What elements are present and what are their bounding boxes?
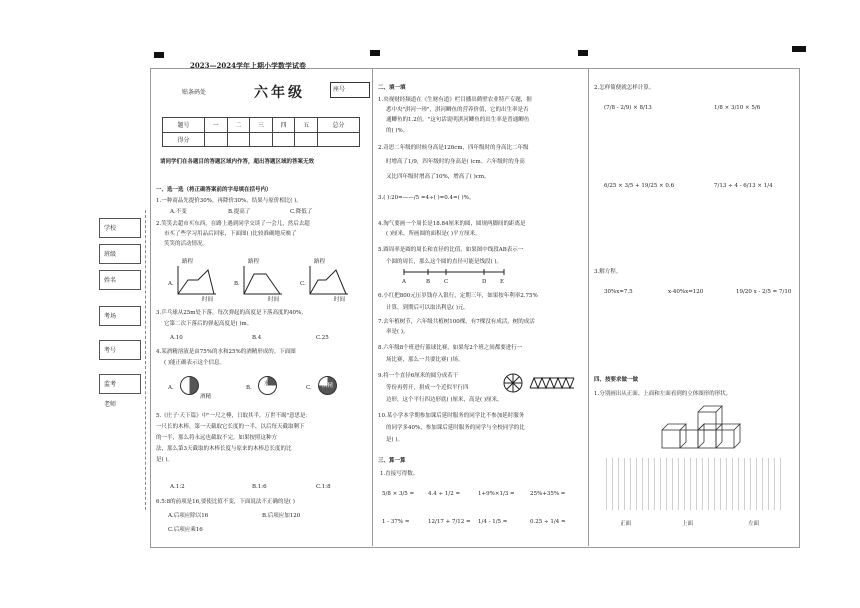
q5-text: 是( )。 [156, 457, 174, 463]
view-label-left: 左面 [748, 521, 760, 527]
section2-line: 率是( )。 [386, 329, 409, 335]
section2-line: 4.淘气要画一个周长是18.84厘米的圆，圆规两脚间的距离是 [378, 221, 526, 227]
q2-graph-a-lines [176, 266, 218, 296]
calc-item[interactable]: 1+9%×1/3 = [478, 491, 515, 497]
q2-text: 笑笑的活动情况。 [164, 241, 209, 247]
section2-line: 时增高了1/9，四年级时的身高是( )cm。六年级时的身高 [386, 159, 525, 165]
column-divider [588, 68, 589, 546]
equation-item[interactable]: x-40%x=120 [668, 289, 704, 295]
q5-line-segment-figure [400, 266, 510, 286]
segment-label-d: D [482, 279, 487, 285]
q2-text: 2.笑笑去超市买东西，在路上遇到同学交谈了一会儿，然后去超 [156, 221, 310, 227]
q4-pie-c-label: 酒精 [322, 383, 334, 389]
q2-graph-c[interactable]: C. 路程 时间 [300, 262, 350, 302]
q6-option-a[interactable]: A.后项应除以16 [168, 513, 209, 519]
section2-line: 5.圆周率是圆的周长和直径的比值，如果图中线段AB表示一 [378, 247, 524, 253]
section2-line: 10.某小学本学期参加课后延时服务的同学比不参加延时服务 [378, 413, 525, 419]
q5-option-b[interactable]: B.1:6 [252, 484, 267, 490]
side-field-number[interactable]: 考号 [99, 340, 141, 360]
side-field-room[interactable]: 考场 [99, 306, 141, 326]
q5-option-a[interactable]: A.1:2 [170, 484, 185, 490]
section4-title: 四、按要求做一做 [594, 377, 639, 383]
q3-text: 它第二次下落后的弹起高度是( )m。 [164, 321, 253, 327]
section2-line: 又比四年级时增高了10%，增高了( )cm。 [386, 174, 490, 180]
calc-item[interactable]: 25%+35% = [530, 491, 566, 497]
seat-label: 座号 [333, 86, 346, 93]
calc-item[interactable]: 1/4 - 1/5 = [478, 519, 508, 525]
section2-line: 6.小红把800元压岁钱存入银行，定期三年，如果按年利率2.75% [378, 293, 538, 299]
cube-stack-figure [656, 404, 764, 454]
simplify-title: 2.怎样简便就怎样计算。 [594, 85, 655, 91]
section2-line: ( )厘米，所画圆的面积是( )平方厘米。 [386, 231, 481, 237]
q5-text: 一尺长的木棒，第一天截取它长度的一半，以后每天截取剩下 [156, 424, 305, 430]
calc-item[interactable]: 1 - 37% = [382, 519, 410, 525]
q1-option-b[interactable]: B.提高了 [228, 209, 251, 215]
score-value-row: 得分 [163, 132, 360, 147]
section2-line: 1.央视财经频道在《生财有道》栏目播出鹤壁农业特产专题，据 [378, 97, 532, 103]
section2-line: 计算，到期后可以取出利息( )元。 [386, 305, 470, 311]
q6-option-b[interactable]: B.后项应加120 [262, 513, 301, 519]
equation-item[interactable]: 30%x=7.5 [604, 289, 633, 295]
q2-text: 市买了些学习用品后回家，下面图( )比较准确地反映了 [164, 231, 297, 237]
q1-option-a[interactable]: A.不变 [170, 209, 187, 215]
section2-line: 个圆的周长，那么这个圆的直径可能是线段( )。 [386, 259, 503, 265]
equation-title: 3.解方程。 [594, 269, 622, 275]
section3-sub1: 1.直接写得数。 [380, 471, 419, 477]
section1-title: 一、选一选（将正确答案前的字母填在括号内） [156, 187, 272, 193]
binding-line [145, 210, 146, 510]
registration-mark [792, 46, 806, 52]
section2-line: 2.奇思二年级的时候身高是126cm，四年级时的身高比二年级 [378, 145, 529, 151]
q9-circle-figure [502, 372, 578, 394]
q4-option-b[interactable]: B. [246, 385, 252, 391]
q1-text: 1.一种商品先提价30%，再降价30%，结果与原价相比( )。 [156, 198, 302, 204]
section2-line: 的同学多40%，参加课后延时服务的同学与全校同学的比 [386, 425, 525, 431]
q5-text: 5.《庄子·天下篇》中"一尺之棰，日取其半，万世不竭"意思是： [156, 413, 312, 419]
section2-title: 二、填一填 [378, 85, 406, 91]
exam-title: 2023—2024学年上期小学数学试卷 [190, 61, 306, 70]
registration-mark [154, 52, 164, 58]
q6-text: 6.5:8的前项是16,要使比值不变，下面说法不正确的是( ) [156, 499, 295, 505]
barcode-label: 贴条码处 [182, 89, 207, 96]
answer-area-notice: 请同学们在各题目的答题区域内作答，超出答题区域的答案无效 [160, 159, 315, 165]
section2-line: 边形，这个平行四边形底( )厘米，高是( )厘米。 [386, 397, 503, 403]
section2-line: 通鲫鱼的1.2倍。"这句话说明淇河鲫鱼的出生率是普通鲫鱼 [386, 117, 530, 123]
section2-line: 8.六年级8个班进行篮球比赛，如果每2个班之间都要进行一 [378, 345, 523, 351]
section3-title: 三、算一算 [378, 458, 406, 464]
q2-graph-b-lines [242, 266, 284, 296]
q4-text: 4.某酒精溶液是由75%的水和25%的酒精形成的。下面图 [156, 349, 296, 355]
segment-label-b: B [426, 279, 431, 285]
q2-graph-c-lines [308, 266, 350, 296]
section2-line: 的( )%。 [386, 128, 409, 134]
section2-line: 7.去年植树节，六年级共植树100棵，有7棵没有成活，树的成活 [378, 319, 535, 325]
score-table [162, 117, 360, 147]
equation-item[interactable]: 19/20 x - 2/5 = 7/10 [736, 289, 792, 295]
q2-graph-a[interactable]: A. 路程 时间 [168, 262, 218, 302]
segment-label-c: C [444, 279, 449, 285]
q4-pie-a-label: 酒精 [200, 394, 212, 400]
side-field-school[interactable]: 学校 [99, 218, 141, 238]
q3-text: 3.乒乓球从25m处下落，每次弹起的高度是下落高度的40%， [156, 310, 307, 316]
calc-item[interactable]: 4.4 ÷ 1/2 = [428, 491, 461, 497]
q5-text: 的一半，那么将永远也截取不完。如果按照这种方 [156, 435, 278, 441]
section2-line: 悉中央"淇河一珍"，淇河鲫鱼的营养价值，它的出生率是否 [386, 107, 529, 113]
section2-line: 等份再剪开，拼成一个近似平行四 [386, 385, 469, 391]
simplify-item[interactable]: 1/8 × 3/10 × 5/6 [714, 105, 761, 111]
section2-line: 9.将一个直径6厘米的圆分成若干 [378, 373, 459, 379]
section2-line: 是( )。 [386, 437, 404, 443]
column-divider [372, 68, 373, 546]
registration-mark [370, 50, 380, 56]
simplify-item[interactable]: (7/8 - 2/9) × 8/13 [604, 105, 652, 111]
registration-mark [578, 50, 588, 56]
side-field-proctor[interactable]: 监考老师 [99, 374, 141, 394]
seat-box[interactable] [330, 82, 370, 98]
q5-option-c[interactable]: C.1:8 [316, 484, 331, 490]
calc-item[interactable]: 12/17 + 7/12 = [428, 519, 471, 525]
section4-q1: 1.分别画出从正面、上面和左面看到的立体图形的形状。 [594, 391, 732, 397]
simplify-item[interactable]: 7/13 ÷ 4 - 6/13 × 1/4 [714, 183, 773, 189]
calc-item[interactable]: 5/8 × 3/5 = [382, 491, 415, 497]
q3-option-a[interactable]: A.10 [170, 335, 183, 341]
q4-pie-a[interactable] [180, 376, 199, 395]
segment-label-a: A [402, 279, 406, 285]
view-label-top: 上面 [682, 521, 694, 527]
q4-option-c[interactable]: C. [306, 385, 312, 391]
q2-graph-b[interactable]: B. 路程 时间 [234, 262, 284, 302]
segment-label-e: E [500, 279, 505, 285]
q4-option-a[interactable]: A. [168, 385, 174, 391]
side-field-name[interactable]: 姓名 [99, 270, 141, 290]
q5-text: 法，那么第3天截取的木棒长度与原来的木棒总长度的比 [156, 446, 292, 452]
dotted-grid [606, 458, 786, 510]
calc-item[interactable]: 0.25 ÷ 1/4 = [530, 519, 566, 525]
q1-option-c[interactable]: C.降低了 [290, 209, 313, 215]
score-header-row: 题号 一 二 三 四 五 总分 [163, 118, 360, 133]
q4-text: ( )能正确表示这个信息。 [164, 360, 226, 366]
grade-title: 六年级 [254, 85, 305, 101]
q3-option-b[interactable]: B.4 [252, 335, 262, 341]
section2-line: 场比赛，那么一共要比赛( )场。 [386, 357, 464, 363]
simplify-item[interactable]: 6/25 × 3/5 + 19/25 × 0.6 [604, 183, 675, 189]
section2-line: 3.( ):20=——/5 =4÷( )=0.4=( )%。 [378, 195, 475, 201]
q6-option-c[interactable]: C.后项应乘16 [168, 527, 203, 533]
side-field-class[interactable]: 班级 [99, 244, 141, 264]
view-label-front: 正面 [620, 521, 632, 527]
q3-option-c[interactable]: C.25 [316, 335, 329, 341]
q4-pie-b-label: 水 [264, 381, 270, 387]
